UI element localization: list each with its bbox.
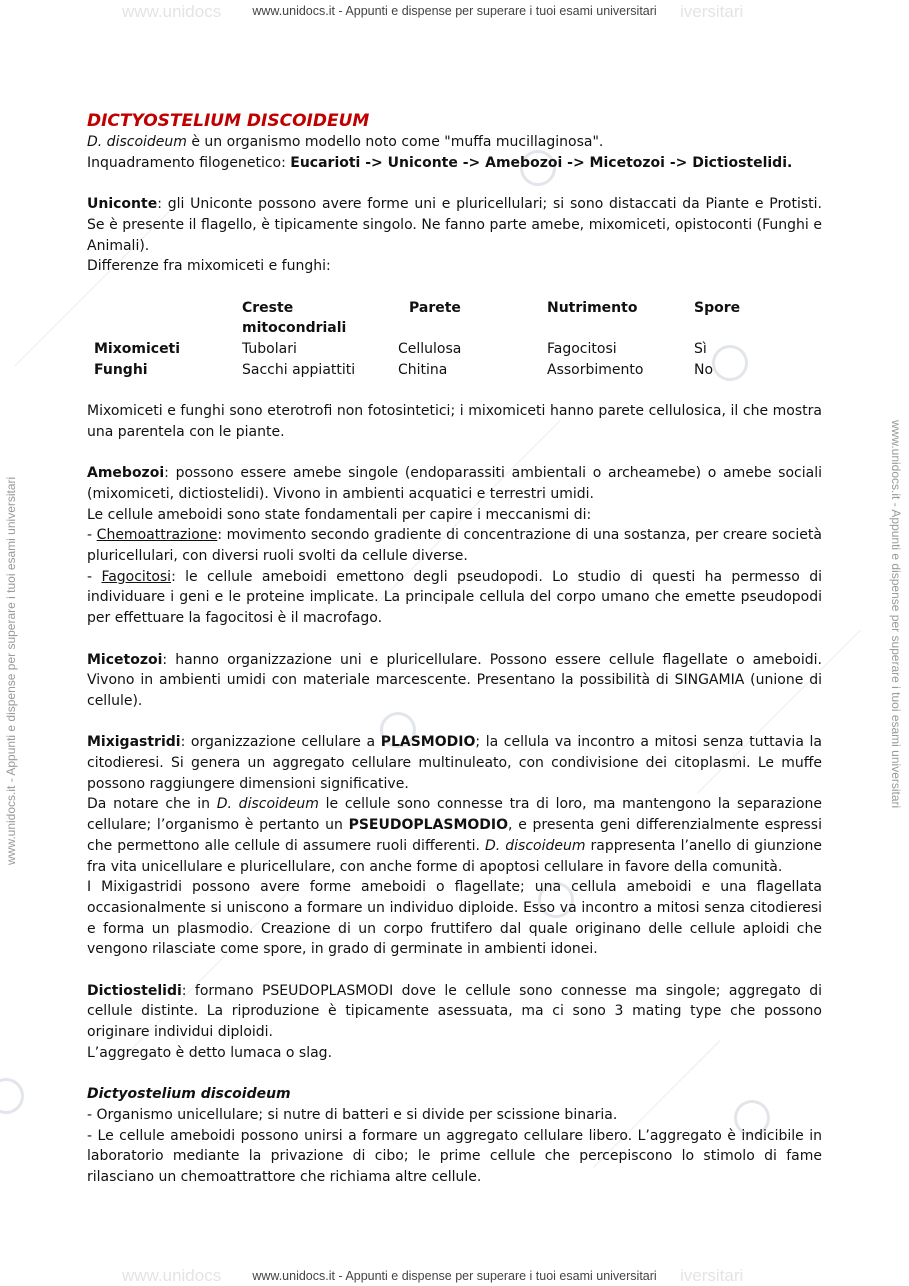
text-run: ; la cellula va incontro a mitosi senza tuttavia la citodieresi. Si genera un aggregato cellulare multinuleato, con condivisione dei citoplasmi. Le muffe possono raggiungere dimensioni significative. [87,734,822,792]
table-row [94,339,754,360]
section-label-dictiostelidi: Dictiostelidi [87,982,182,999]
text-run: Da notare che in [87,796,217,813]
watermark-footer: www.unidocs.it - Appunti e dispense per superare i tuoi esami universitari [252,1269,657,1283]
dictiostelidi-paragraph [87,981,822,1043]
uniconte-paragraph [87,194,822,256]
uniconte-text: : gli Uniconte possono avere forme uni e pluricellulari; si sono distaccati da Piante e Protisti. Se è presente il flagello, è tipicamente singolo. Ne fanno parte amebe, mixomiceti, opistoconti (Funghi e Animali). [87,196,822,254]
table-header-cell: Nutrimento [547,299,638,316]
intro-text: è un organismo modello noto come "muffa mucillaginosa". [186,134,604,150]
bullet-prefix: - [87,568,102,585]
mixigastridi-paragraph-3: I Mixigastridi possono avere forme ameboidi o flagellate; una cellula ameboidi e una flagellata occasionalmente si uniscono a formare un individuo diploide. Esso va incontro a mitosi senza citodieresi e forma un plasmodio. Creazione di un corpo fruttifero dal quale originano delle cellule aploidi che vengono rilasciate come spore, in grado di germinate in ambienti idonei. [87,879,822,958]
phylogeny-label: Inquadramento filogenetico: [87,154,291,171]
term-chemoattrazione: Chemoattrazione [96,527,218,544]
phylogeny-chain: Eucarioti -> Uniconte -> Amebozoi -> Micetozoi -> Dictiostelidi. [290,154,793,171]
text-run: le cellule sono connesse tra di loro, ma mantengono la separazione cellulare; l’organismo è pertanto un [87,796,823,834]
uniconte-diff: Differenze fra mixomiceti e funghi: [87,258,331,275]
table-cell: Chitina [398,361,448,378]
subsection-heading: Dictyostelium discoideum [87,1086,291,1103]
term-fagocitosi: Fagocitosi [101,568,172,585]
table-header-row [94,298,754,339]
section-label-micetozoi: Micetozoi [87,651,163,668]
watermark-ghost-text: www.unidocs [122,2,222,21]
watermark-side-right: www.unidocs.it - Appunti e dispense per superare i tuoi esami universitari [889,420,903,809]
dictiostelidi-text: : formano PSEUDOPLASMODI dove le cellule sono connesse ma singole; aggregato di cellule distinte. La riproduzione è tipicamente asessuata, ma ci sono 3 mating type che possono originare individui diploidi. [87,982,822,1041]
list-item: - Le cellule ameboidi possono unirsi a formare un aggregato cellulare libero. L’aggregato è indicibile in laboratorio mediante la privazione di cibo; le prime cellule che percepiscono lo stimolo di fame rilasciano un chemoattrattore che richiama altre cellule. [87,1127,822,1186]
table-header-cell: Creste mitocondriali [242,299,347,337]
table-cell: Sì [694,341,707,357]
table-cell: Funghi [94,361,148,378]
term-plasmodio: PLASMODIO [380,734,476,751]
table-cell: Tubolari [242,341,297,357]
watermark-ghost-text: www.unidocs [122,1266,222,1285]
table-row [94,360,754,381]
text-run: , e presenta geni differenzialmente espressi che permettono alle cellule di assumere ruoli differenti. [87,817,822,854]
intro-line-1 [87,132,822,153]
list-item: - Organismo unicellulare; si nutre di batteri e si divide per scissione binaria. [87,1106,618,1123]
document-title: DICTYOSTELIUM DISCOIDEUM [87,111,370,131]
mixigastridi-paragraph-1 [87,732,822,794]
text-run: : organizzazione cellulare a [180,734,381,751]
dictiostelidi-line-2: L’aggregato è detto lumaca o slag. [87,1044,333,1061]
watermark-ghost-text: iversitari [680,1266,744,1285]
list-item-text: : movimento secondo gradiente di concentrazione di una sostanza, per creare società pluricellulari, con diversi ruoli svolti da cellule diverse. [87,527,822,564]
table-cell: Mixomiceti [94,341,181,357]
term-pseudoplasmodio: PSEUDOPLASMODIO [348,817,509,834]
comparison-table [94,298,754,381]
table-cell: Fagocitosi [547,341,617,357]
micetozoi-paragraph [87,650,822,712]
amebozoi-text: : possono essere amebe singole (endoparassiti ambientali o archeamebe) o amebe sociali (mixomiceti, dictiostelidi). Vivono in ambienti acquatici e terrestri umidi. [87,465,822,502]
table-header-cell: Parete [409,299,461,316]
bullet-prefix: - [87,527,97,544]
species-name: D. discoideum [216,796,319,813]
section-label-amebozoi: Amebozoi [87,465,165,482]
section-label-uniconte: Uniconte [87,196,158,213]
amebozoi-intro: Le cellule ameboidi sono state fondamentali per capire i meccanismi di: [87,506,592,523]
section-label-mixigastridi: Mixigastridi [87,734,181,751]
watermark-header: www.unidocs.it - Appunti e dispense per superare i tuoi esami universitari [252,4,657,18]
micetozoi-text: : hanno organizzazione uni e pluricellulare. Possono essere cellule flagellate o ameboidi. Vivono in ambienti umidi con materiale marcescente. Presentano la possibilità di SINGAMIA (unione di cellule). [87,651,822,709]
eterotrofi-paragraph: Mixomiceti e funghi sono eterotrofi non fotosintetici; i mixomiceti hanno parete cellulosica, il che mostra una parentela con le piante. [87,403,822,440]
document-body [87,110,822,1188]
list-item-fagocitosi [87,567,822,629]
watermark-ghost-text: iversitari [680,2,744,21]
table-cell: Assorbimento [547,361,644,378]
watermark-logo-icon [0,1078,24,1114]
table-header-cell: Spore [694,299,741,316]
mixigastridi-paragraph-2 [87,794,822,877]
list-item-text: : le cellule ameboidi emettono degli pseudopodi. Lo studio di questi ha permesso di individuare i geni e le proteine implicate. La principale cellula del corpo umano che emette pseudopodi per effettuare la fagocitosi è il macrofago. [87,568,822,627]
amebozoi-paragraph [87,463,822,504]
watermark-side-left: www.unidocs.it - Appunti e dispense per superare i tuoi esami universitari [4,476,18,865]
list-item-chemoattrazione [87,525,822,566]
table-cell: No [694,361,714,378]
species-name: D. discoideum [87,134,187,150]
intro-line-2 [87,153,822,174]
text-run: rappresenta l’anello di giunzione fra vita unicellulare e pluricellulare, con anche forme di apoptosi cellulare in favore della comunità. [87,837,822,875]
species-name: D. discoideum [485,837,586,854]
table-header-cell [94,298,242,339]
table-cell: Cellulosa [398,341,462,357]
table-cell: Sacchi appiattiti [242,361,356,378]
